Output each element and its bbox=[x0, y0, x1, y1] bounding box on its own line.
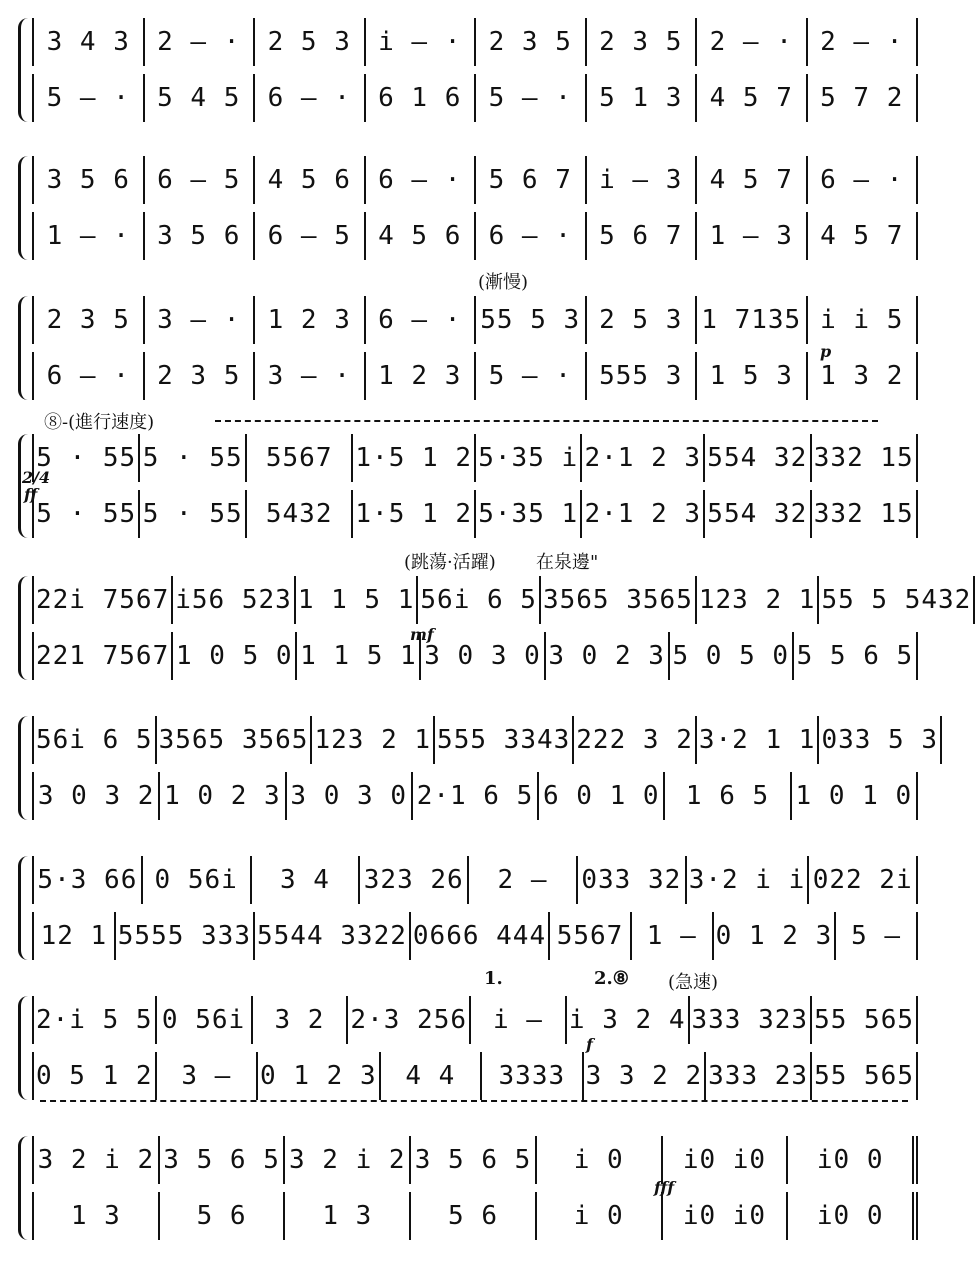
measure: 22i 7567 bbox=[32, 576, 173, 624]
system-brace bbox=[18, 156, 31, 260]
lower-part bbox=[32, 490, 918, 538]
measure: 5·35 1 bbox=[476, 490, 582, 538]
measure: i0 i0 bbox=[663, 1192, 789, 1240]
measure: 1 0 1 0 bbox=[792, 772, 918, 820]
measure: 56i 6 5 bbox=[32, 716, 157, 764]
measure: 3·2 1 1 bbox=[697, 716, 820, 764]
measure: i 0 bbox=[537, 1192, 663, 1240]
measure: 6 — · bbox=[476, 212, 587, 260]
measure: 0666 444 bbox=[411, 912, 550, 960]
measure: 3 — · bbox=[145, 296, 256, 344]
measure: 5432 bbox=[247, 490, 353, 538]
measure: 3 5 6 5 bbox=[160, 1136, 286, 1184]
measure: i — 3 bbox=[587, 156, 698, 204]
measure: 3 — · bbox=[255, 352, 366, 400]
lower-part bbox=[32, 1192, 918, 1240]
measure: 022 2i bbox=[809, 856, 918, 904]
measure: 4 5 7 bbox=[697, 74, 808, 122]
measure: 1 2 3 bbox=[255, 296, 366, 344]
measure: i56 523 bbox=[173, 576, 296, 624]
fast-annotation: (急速) bbox=[668, 972, 719, 993]
system-brace bbox=[18, 716, 31, 820]
measure: 1 — · bbox=[32, 212, 145, 260]
measure: 033 32 bbox=[578, 856, 687, 904]
measure: 1 1 5 1 bbox=[296, 576, 419, 624]
measure: 1 3 bbox=[32, 1192, 160, 1240]
measure: 55 5 5432 bbox=[819, 576, 975, 624]
dynamic-p: p bbox=[820, 342, 832, 361]
upper-part bbox=[32, 576, 972, 624]
system-brace bbox=[18, 18, 31, 122]
measure: 554 32 bbox=[705, 490, 811, 538]
upper-part bbox=[32, 996, 918, 1044]
measure: 4 5 7 bbox=[697, 156, 808, 204]
measure: 3 0 3 0 bbox=[421, 632, 545, 680]
measure: 6 1 6 bbox=[366, 74, 477, 122]
measure: 3 0 2 3 bbox=[546, 632, 670, 680]
upper-part bbox=[32, 156, 918, 204]
measure: 2·1 6 5 bbox=[413, 772, 539, 820]
measure: 5 — · bbox=[476, 74, 587, 122]
measure: 2 3 5 bbox=[145, 352, 256, 400]
score-system bbox=[18, 150, 918, 268]
dynamic-ff: ff bbox=[24, 485, 38, 504]
slowing-annotation: (漸慢) bbox=[478, 272, 529, 293]
measure: 5 6 7 bbox=[476, 156, 587, 204]
measure: 4 5 7 bbox=[808, 212, 919, 260]
spring-annotation: 在泉邊" bbox=[536, 552, 599, 573]
measure: 222 3 2 bbox=[574, 716, 697, 764]
measure: 3 2 i 2 bbox=[32, 1136, 160, 1184]
measure: i i 5 bbox=[808, 296, 919, 344]
measure: 033 5 3 bbox=[819, 716, 942, 764]
volta-1-label: 1. bbox=[484, 968, 503, 989]
measure: 6 0 1 0 bbox=[539, 772, 665, 820]
dynamic-fff: fff bbox=[654, 1178, 675, 1197]
measure: 1 0 5 0 bbox=[173, 632, 297, 680]
measure: 5567 bbox=[550, 912, 632, 960]
lower-part bbox=[32, 772, 918, 820]
measure: 3 5 6 bbox=[145, 212, 256, 260]
measure: 3565 3565 bbox=[541, 576, 697, 624]
measure: 3 2 bbox=[253, 996, 349, 1044]
measure: 55 5 3 bbox=[476, 296, 587, 344]
system-brace bbox=[18, 1136, 31, 1240]
measure: 6 — · bbox=[808, 156, 919, 204]
measure: 5 6 bbox=[411, 1192, 537, 1240]
measure: 123 2 1 bbox=[697, 576, 820, 624]
measure: 332 15 bbox=[812, 490, 918, 538]
measure: i 3 2 4 bbox=[567, 996, 690, 1044]
measure: 3 — bbox=[157, 1052, 258, 1100]
system-brace bbox=[18, 996, 31, 1100]
measure: 5555 333 bbox=[116, 912, 255, 960]
measure: 1 6 5 bbox=[665, 772, 791, 820]
measure: 5 7 2 bbox=[808, 74, 919, 122]
measure: 6 — · bbox=[366, 156, 477, 204]
tempo-annotation: ⑧-(進行速度) bbox=[44, 412, 155, 433]
measure: 3565 3565 bbox=[157, 716, 313, 764]
upper-part bbox=[32, 856, 918, 904]
measure: 1 5 3 bbox=[697, 352, 808, 400]
lower-part bbox=[32, 912, 918, 960]
lower-part bbox=[32, 1052, 918, 1100]
measure: i — · bbox=[366, 18, 477, 66]
measure: 3333 bbox=[482, 1052, 583, 1100]
score-system bbox=[18, 428, 918, 546]
measure: 323 26 bbox=[360, 856, 469, 904]
measure: 5 6 7 bbox=[587, 212, 698, 260]
measure: 555 3 bbox=[587, 352, 698, 400]
measure: 1·5 1 2 bbox=[353, 490, 476, 538]
measure: 1 0 2 3 bbox=[160, 772, 286, 820]
system-brace bbox=[18, 296, 31, 400]
measure: 3 5 6 5 bbox=[411, 1136, 537, 1184]
measure: 5 — · bbox=[32, 74, 145, 122]
measure: 221 7567 bbox=[32, 632, 173, 680]
measure: 2·i 5 5 bbox=[32, 996, 157, 1044]
dynamic-f: f bbox=[586, 1035, 593, 1054]
measure: 5 · 55 bbox=[32, 434, 140, 482]
measure: 12 1 bbox=[32, 912, 116, 960]
measure: 1 — 3 bbox=[697, 212, 808, 260]
system-brace bbox=[18, 576, 31, 680]
measure: 3 3 2 2 bbox=[584, 1052, 707, 1100]
measure: 1·5 1 2 bbox=[353, 434, 476, 482]
score-system bbox=[18, 1130, 918, 1248]
measure: 5 5 6 5 bbox=[794, 632, 918, 680]
measure: 4 5 6 bbox=[255, 156, 366, 204]
measure: 554 32 bbox=[705, 434, 811, 482]
measure: 3 0 3 0 bbox=[287, 772, 413, 820]
measure: 5·3 66 bbox=[32, 856, 143, 904]
measure: i0 0 bbox=[788, 1136, 918, 1184]
score-system bbox=[18, 990, 918, 1108]
measure: 0 1 2 3 bbox=[258, 1052, 381, 1100]
measure: 2 — · bbox=[697, 18, 808, 66]
measure: 2 — · bbox=[145, 18, 256, 66]
volta-2-label: 2.⑧ bbox=[594, 968, 629, 989]
score-system bbox=[18, 850, 918, 968]
upper-part bbox=[32, 434, 918, 482]
measure: i0 i0 bbox=[663, 1136, 789, 1184]
measure: 2·1 2 3 bbox=[582, 434, 705, 482]
lower-part bbox=[32, 632, 918, 680]
measure: 3 4 3 bbox=[32, 18, 145, 66]
measure: 56i 6 5 bbox=[418, 576, 541, 624]
measure: 0 5 1 2 bbox=[32, 1052, 157, 1100]
measure: 0 56i bbox=[143, 856, 252, 904]
upper-part bbox=[32, 18, 918, 66]
measure: 3 0 3 2 bbox=[32, 772, 160, 820]
score-system bbox=[18, 290, 918, 408]
measure: 333 23 bbox=[706, 1052, 812, 1100]
measure: 55 565 bbox=[812, 996, 918, 1044]
score-system bbox=[18, 710, 939, 828]
measure: 5 6 bbox=[160, 1192, 286, 1240]
measure: 5 · 55 bbox=[140, 490, 246, 538]
measure: 2 5 3 bbox=[255, 18, 366, 66]
measure: 1 — bbox=[632, 912, 714, 960]
measure: 2 3 5 bbox=[476, 18, 587, 66]
measure: 1 2 3 bbox=[366, 352, 477, 400]
measure: 6 — 5 bbox=[255, 212, 366, 260]
lower-part bbox=[32, 352, 918, 400]
dynamic-mf: mf bbox=[410, 625, 434, 644]
tempo-dashed-line bbox=[215, 420, 878, 422]
score-system bbox=[18, 570, 972, 688]
measure: 5 — bbox=[836, 912, 918, 960]
measure: 5 1 3 bbox=[587, 74, 698, 122]
measure: 1 7135 bbox=[697, 296, 808, 344]
measure: 2 3 5 bbox=[32, 296, 145, 344]
measure: 2 — · bbox=[808, 18, 919, 66]
measure: 4 4 bbox=[381, 1052, 482, 1100]
measure: 55 565 bbox=[812, 1052, 918, 1100]
measure: 332 15 bbox=[812, 434, 918, 482]
measure: 6 — · bbox=[32, 352, 145, 400]
measure: 5 · 55 bbox=[32, 490, 140, 538]
measure: i 0 bbox=[537, 1136, 663, 1184]
measure: 5 0 5 0 bbox=[670, 632, 794, 680]
measure: 5 · 55 bbox=[140, 434, 246, 482]
time-signature: 2/4 bbox=[22, 468, 51, 487]
measure: i0 0 bbox=[788, 1192, 918, 1240]
lower-part bbox=[32, 74, 918, 122]
measure: 1 3 2 bbox=[808, 352, 919, 400]
measure: 2 5 3 bbox=[587, 296, 698, 344]
upper-part bbox=[32, 1136, 918, 1184]
measure: 3 2 i 2 bbox=[285, 1136, 411, 1184]
upper-part bbox=[32, 716, 939, 764]
measure: 6 — 5 bbox=[145, 156, 256, 204]
fast-dashed-line bbox=[40, 1100, 908, 1102]
measure: 333 323 bbox=[690, 996, 813, 1044]
dance-annotation: (跳蕩·活躍) bbox=[404, 552, 496, 573]
measure: 5 4 5 bbox=[145, 74, 256, 122]
measure: 2·1 2 3 bbox=[582, 490, 705, 538]
measure: 1 1 5 1 bbox=[297, 632, 421, 680]
measure: 2 3 5 bbox=[587, 18, 698, 66]
measure: 2·3 256 bbox=[348, 996, 471, 1044]
measure: 2 — bbox=[469, 856, 578, 904]
measure: 6 — · bbox=[255, 74, 366, 122]
measure: 6 — · bbox=[366, 296, 477, 344]
measure: 123 2 1 bbox=[312, 716, 435, 764]
measure: 0 56i bbox=[157, 996, 253, 1044]
score-system bbox=[18, 12, 918, 130]
measure: 3 4 bbox=[252, 856, 361, 904]
measure: 5567 bbox=[247, 434, 353, 482]
measure: 555 3343 bbox=[435, 716, 574, 764]
measure: 0 1 2 3 bbox=[714, 912, 837, 960]
upper-part bbox=[32, 296, 918, 344]
measure: 1 3 bbox=[285, 1192, 411, 1240]
measure: i — bbox=[471, 996, 567, 1044]
measure: 5 — · bbox=[476, 352, 587, 400]
measure: 5·35 i bbox=[476, 434, 582, 482]
lower-part bbox=[32, 212, 918, 260]
measure: 4 5 6 bbox=[366, 212, 477, 260]
measure: 5544 3322 bbox=[255, 912, 411, 960]
measure: 3 5 6 bbox=[32, 156, 145, 204]
measure: 3·2 i i bbox=[687, 856, 810, 904]
system-brace bbox=[18, 856, 31, 960]
